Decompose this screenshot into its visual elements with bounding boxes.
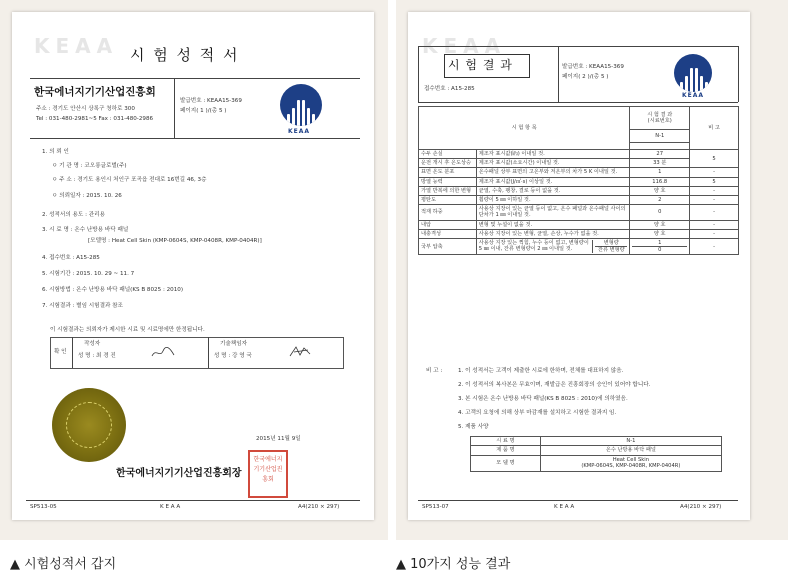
table-row: 표면 온도 분포 온수패널 상부 표면의 고온부와 저온부의 차가 5 K 이내일 것. 1 - xyxy=(419,168,739,177)
tech-manager-name: 성 명 : 강 영 국 xyxy=(214,353,252,359)
document-title: 시 험 결 과 xyxy=(448,58,513,72)
issue-date: 2015년 11월 9일 xyxy=(256,436,301,442)
writer-name: 성 명 : 최 경 진 xyxy=(78,353,116,359)
table-row: 가열 반복에 의한 변형 균열, 수축, 팽창, 결로 등이 없을 것. 양 호 - xyxy=(419,186,739,195)
item-model: [모델명 : Heat Cell Skin (KMP-0604S, KMP-0408R, KMP-0404R)] xyxy=(88,238,262,244)
spec-row: 시 료 명 N-1 xyxy=(471,437,722,446)
footer-paper-size: A4(210 × 297) xyxy=(298,504,340,510)
org-address: 주소 : 경기도 안산시 상록구 청하로 300 xyxy=(36,106,135,112)
footer-mark: K E A A xyxy=(160,504,181,510)
item-sample: 3. 시 료 명 : 온수 난방용 바닥 패널 xyxy=(42,227,129,233)
table-row: 내충격성 사용상 지장이 있는 변형, 균열, 손상, 누수가 없을 것. 양 호 - xyxy=(419,229,739,238)
president-signature: 한국에너지기기산업진흥회장 xyxy=(116,468,242,479)
spec-row: 제 품 명 온수 난방용 바닥 패널 xyxy=(471,446,722,455)
tech-manager-label: 기술책임자 xyxy=(220,341,248,347)
header-n1: N-1 xyxy=(630,129,690,142)
tech-manager-signature xyxy=(288,344,314,358)
footer-paper-size: A4(210 × 297) xyxy=(680,504,722,510)
item-test-method: 6. 시험방법 : 온수 난방용 바닥 패널(KS B 8025 : 2010) xyxy=(42,287,184,293)
watermark: KEAA xyxy=(422,34,507,58)
note-1: 1. 이 성적서는 고객이 제출한 시료에 한하며, 전체를 대표하지 않음. xyxy=(458,368,624,374)
keaa-logo xyxy=(280,84,322,126)
watermark: KEAA xyxy=(34,34,119,58)
item-test-period: 5. 시험기간 : 2015. 10. 29 ~ 11. 7 xyxy=(42,271,135,277)
product-spec-table xyxy=(470,436,722,472)
notes-label: 비 고 : xyxy=(426,368,443,374)
issue-number: 발급번호 : KEAA15-369 xyxy=(180,98,242,104)
certificate-cover-sheet xyxy=(12,12,374,520)
table-row: 운전 개시 후 온도상승 제조자 표시값(소요시간) 이내일 것. 33 분 xyxy=(419,159,739,168)
header-sample: (시료번호) xyxy=(647,117,672,124)
item-address: ㅇ 주 소 : 경기도 용인시 처인구 포곡읍 전대로 16번길 46, 3층 xyxy=(52,177,207,183)
right-document-panel xyxy=(396,0,788,540)
table-row: 적재 하중 사용상 지장이 있는 균열 등이 없고, 온수 패널과 온수패널 사이의 단차가 1 ㎜ 이내일 것. 0 - xyxy=(419,205,739,220)
table-header-row xyxy=(419,107,739,130)
caption-right: ▲ 10가지 성능 결과 xyxy=(396,557,511,572)
notice-text: 이 시험결과는 의뢰자가 제시한 시료 및 시료명에만 한정됩니다. xyxy=(50,327,205,333)
keaa-logo-label: KEAA xyxy=(288,128,311,135)
test-results-table xyxy=(418,106,739,255)
note-5: 5. 제품 사양 xyxy=(458,424,489,430)
spec-row: 모 델 명 Heat Cell Skin (KMP-0604S, KMP-0408R, KMP-0404R) xyxy=(471,455,722,471)
test-result-sheet xyxy=(408,12,750,520)
note-4: 4. 고객의 요청에 의해 상부 마감재를 설치하고 시험한 결과지 임. xyxy=(458,410,617,416)
caption-left: ▲ 시험성적서 갑지 xyxy=(10,557,117,572)
gold-seal xyxy=(52,388,126,462)
writer-signature xyxy=(150,346,176,360)
item-agency: ㅇ 기 관 명 : 코오롱글로벌(주) xyxy=(52,163,127,169)
table-row: 수두 손실 제조자 표시값(㎪) 이내일 것. 27 5 xyxy=(419,150,739,159)
receipt-number: 접수번호 : A15-285 xyxy=(424,86,475,92)
keaa-logo-label: KEAA xyxy=(682,92,705,99)
org-name: 한국에너지기기산업진흥회 xyxy=(34,86,156,98)
footer-code: SP513-05 xyxy=(30,504,57,510)
page-number: 페이지( 2 )/(총 5 ) xyxy=(562,74,609,80)
item-request-date: ㅇ 의뢰일자 : 2015. 10. 26 xyxy=(52,193,122,199)
table-row: 내압 변형 및 누설이 없을 것. 양 호 - xyxy=(419,220,739,229)
table-row: 평탄도 휨량이 5 ㎜ 이하일 것. 2 - xyxy=(419,196,739,205)
org-tel: Tel : 031-480-2981~5 Fax : 031-480-2986 xyxy=(36,116,154,122)
table-row: 방열 능력 제조자 표시값(J/㎡·s) 이상일 것. 116.8 5 xyxy=(419,177,739,186)
header-item: 시 험 항 목 xyxy=(419,107,630,150)
item-test-result: 7. 시험결과 : 별임 시험결과 참조 xyxy=(42,303,123,309)
note-3: 3. 본 시험은 온수 난방용 바닥 패널(KS B 8025 : 2010)에 의하였음. xyxy=(458,396,628,402)
red-stamp: 한국에너지기기산업진흥회 xyxy=(248,450,288,498)
header-remark: 비 고 xyxy=(690,107,739,150)
document-title: 시 험 성 적 서 xyxy=(130,46,240,64)
item-receipt: 4. 접수번호 : A15-285 xyxy=(42,255,100,261)
footer-code: SP513-07 xyxy=(422,504,449,510)
keaa-logo xyxy=(674,54,712,92)
page-number: 페이지( 1 )/(총 5 ) xyxy=(180,108,227,114)
note-2: 2. 이 성적서의 복사본은 무효이며, 재발급은 진흥회장의 승인이 있어야 합니다. xyxy=(458,382,651,388)
footer-mark: K E A A xyxy=(554,504,575,510)
issue-number: 발급번호 : KEAA15-369 xyxy=(562,64,624,70)
left-document-panel xyxy=(0,0,388,540)
header-result: 시 험 결 과 xyxy=(647,111,673,118)
writer-label: 작성자 xyxy=(84,341,101,347)
item-purpose: 2. 성적서의 용도 : 관리용 xyxy=(42,212,105,218)
confirm-label: 확 인 xyxy=(54,349,67,355)
item-client: 1. 의 뢰 인 xyxy=(42,149,69,155)
table-row: 국부 압축 사용상 지장 있는 찍힘, 누수 등이 없고, 변형량이 5 ㎜ 이내, 잔류 변형량이 2 ㎜ 이내일 것. 변형량 잔류 변형량 1 0 - xyxy=(419,239,739,255)
